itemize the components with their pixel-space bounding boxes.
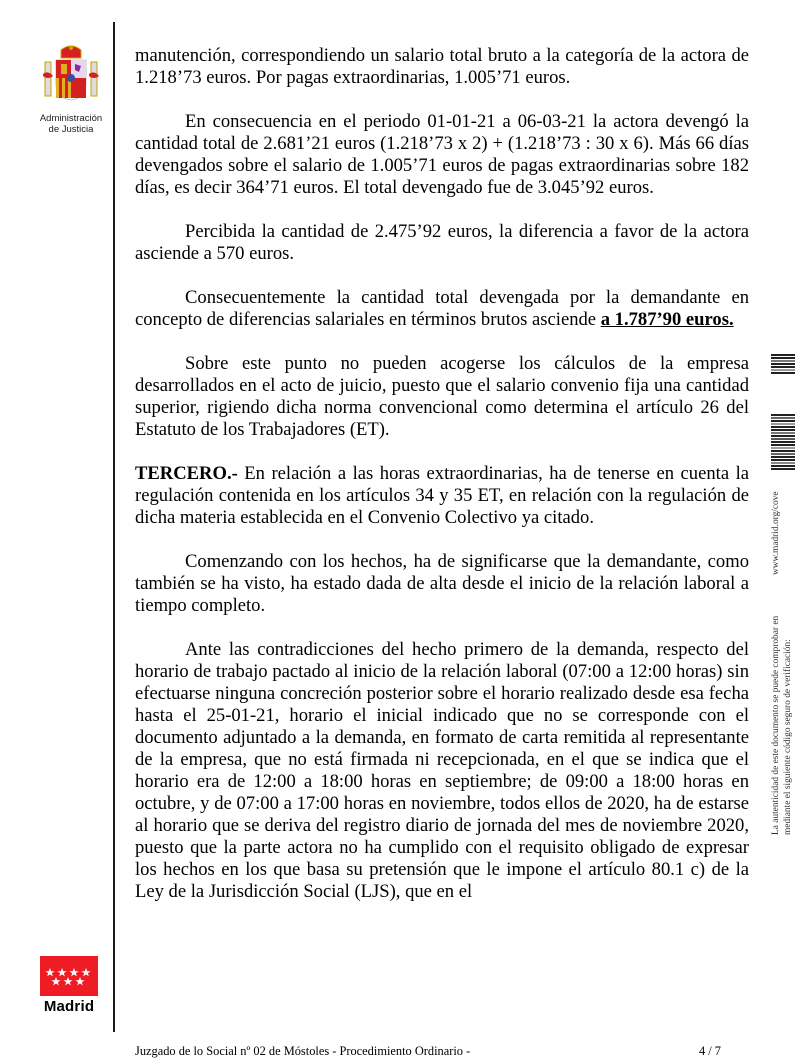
paragraph: Comenzando con los hechos, ha de significarse que la demandante, como también se ha visto, ha estado dada de alta desde el inicio de la relación laboral a tiempo completo. [135,551,749,616]
paragraph: En consecuencia en el periodo 01-01-21 a 06-03-21 la actora devengó la cantidad total de 2.681’21 euros (1.218’73 x 2) + (1.218’73 : 30 x 6). Más 66 días devengados sobre el salario de 1.005’71 euros de pagas extraordinarias sobre 182 días, es decir 364’71 euros. El total devengado fue de 3.045’92 euros. [135,111,749,198]
star-icon [81,968,90,976]
paragraph: Percibida la cantidad de 2.475’92 euros, la diferencia a favor de la actora asciende a 570 euros. [135,221,749,264]
paragraph: Ante las contradicciones del hecho primero de la demanda, respecto del horario de trabajo pactado al inicio de la relación laboral (07:00 a 12:00 horas) sin efectuarse ninguna concreción posterior sobre el horario realizado desde esa fecha hasta el 25-01-21, horario el inicial indicado que no se corresponde con el documento adjuntado a la demanda, en formato de carta remitida al representante de la empresa, que no está firmada ni recepcionada, en el que se indica que el horario era de 12:00 a 18:00 horas en septiembre; de 09:00 a 18:00 horas en octubre, y de 07:00 a 17:00 horas en noviembre, todos ellos de 2020, ha de estarse al horario que se deriva del registro diario de jornada del mes de noviembre 2020, puesto que la parte actora no ha cumplido con el requisito obligado de expresar los hechos en los que basa su pretensión que le impone el artículo 80.1 c) de la Ley de la Jurisdicción Social (LJS), que en el [135,639,749,902]
verification-line1: La autenticidad de este documento se puede comprobar en [771,615,781,835]
star-icon [45,968,54,976]
barcode-small [771,354,795,375]
paragraph [135,287,749,331]
section-heading: TERCERO.- [135,463,238,484]
document-body [135,45,749,925]
verification-url[interactable]: www.madrid.org/cove [771,491,781,575]
paragraph-text: En relación a las horas extraordinarias, ha de tenerse en cuenta la regulación contenida en los artículos 34 y 35 ET, en relación con la regulación de dicha materia establecida en el Convenio Colectivo ya citado. [135,463,749,528]
page-number: 4 / 7 [698,1044,721,1058]
star-icon [63,977,72,985]
paragraph: Sobre este punto no pueden acogerse los cálculos de la empresa desarrollados en el acto de juicio, puesto que el salario convenio fija una cantidad superior, rigiendo dicha norma convencional como determina el artículo 26 del Estatuto de los Trabajadores (ET). [135,353,749,440]
justice-logo [36,44,106,135]
star-icon [75,977,84,985]
total-amount: a 1.787’90 euros. [600,309,734,330]
justice-caption-line1: Administración [39,113,103,124]
coat-of-arms-icon [41,44,101,106]
footer-court: Juzgado de lo Social nº 02 de Móstoles - Procedimiento Ordinario - [135,1044,471,1058]
star-icon [57,968,66,976]
justice-caption-line2: de Justicia [48,124,94,135]
madrid-label: Madrid [43,998,95,1015]
paragraph: manutención, correspondiendo un salario total bruto a la categoría de la actora de 1.218’73 euros. Por pagas extraordinarias, 1.005’71 euros. [135,45,749,88]
paragraph-text: Consecuentemente la cantidad total devengada por la demandante en concepto de diferencias salariales en términos brutos asciende [135,287,749,330]
barcode-large [771,414,795,471]
madrid-logo [38,956,100,1015]
margin-rule [113,22,115,1032]
star-icon [69,968,78,976]
verification-notice [770,491,800,835]
madrid-flag-icon [40,956,98,996]
verification-line2: mediante el siguiente código seguro de verificación: [783,639,793,835]
paragraph [135,463,749,529]
page-footer [135,1044,721,1059]
star-icon [51,977,60,985]
